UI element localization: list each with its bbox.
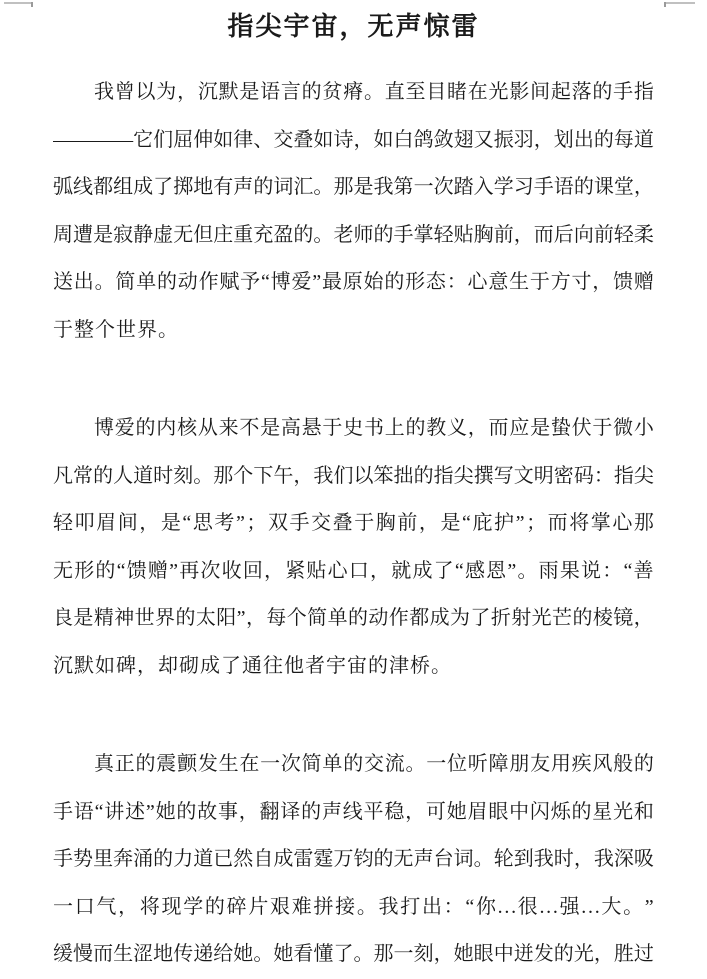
text-line: 手 势 里 奔 涌 的 力 道 已 然 自 成 雷 霆 万 钧 的 无 声 台 词 。 轮 到 我 时 ， 我 深 吸 — [53, 848, 654, 870]
text-line: — — — — 它 们 屈 伸 如 律 、 交 叠 如 诗 ， 如 白 鸽 敛 翅 又 振 羽 ， 划 出 的 每 道 — [53, 128, 654, 151]
paragraph — [53, 741, 654, 979]
text-line: 周 遭 是 寂 静 虚 无 但 庄 重 充 盈 的 。 老 师 的 手 掌 轻 贴 胸 前 ， 而 后 向 前 轻 柔 — [53, 223, 654, 246]
text-line: 缓 慢 而 生 涩 地 传 递 给 她 。 她 看 懂 了 。 那 一 刻 ， 她 眼 中 迸 发 的 光 ， 胜 过 — [53, 943, 654, 965]
text-line: 博 爱 的 内 核 从 来 不 是 高 悬 于 史 书 上 的 教 义 ， 而 应 是 蛰 伏 于 微 小 — [94, 417, 654, 439]
text-line: 手 语 “ 讲 述 ” 她 的 故 事 ， 翻 译 的 声 线 平 稳 ， 可 她 眉 眼 中 闪 烁 的 星 光 和 — [53, 800, 654, 823]
essay-body — [53, 69, 654, 979]
text-line: 凡 常 的 人 道 时 刻 。 那 个 下 午 ， 我 们 以 笨 拙 的 指 尖 撰 写 文 明 密 码 ： 指 尖 — [53, 464, 654, 487]
text-line: 轻 叩 眉 间 ， 是 “ 思 考 ” ； 双 手 交 叠 于 胸 前 ， 是 “ 庇 护 ” ； 而 将 掌 心 那 — [53, 512, 654, 534]
text-line: 良 是 精 神 世 界 的 太 阳 ” ， 每 个 简 单 的 动 作 都 成 为 了 折 射 光 芒 的 棱 镜 ， — [53, 607, 654, 629]
text-line: 于整个世界。 — [53, 318, 179, 341]
paragraph — [53, 405, 654, 690]
essay-title: 指尖宇宙，无声惊雷 — [227, 12, 480, 41]
page-margin-mark-top-right — [664, 2, 695, 4]
text-line: 我 曾 以 为 ， 沉 默 是 语 言 的 贫 瘠 。 直 至 目 睹 在 光 影 间 起 落 的 手 指 — [94, 81, 654, 103]
text-line: 无 形 的 “ 馈 赠 ” 再 次 收 回 ， 紧 贴 心 口 ， 就 成 了 “ 感 恩 ” 。 雨 果 说 ： “ 善 — [53, 559, 654, 582]
text-line: 真 正 的 震 颤 发 生 在 一 次 简 单 的 交 流 。 一 位 听 障 朋 友 用 疾 风 般 的 — [94, 753, 654, 775]
paragraph — [53, 69, 654, 354]
page-margin-mark-top-left — [4, 2, 33, 4]
text-line: 沉默如碑，却砌成了通往他者宇宙的津桥。 — [53, 654, 452, 677]
text-line: 送 出 。 简 单 的 动 作 赋 予 “ 博 爱 ” 最 原 始 的 形 态 ： 心 意 生 于 方 寸 ， 馈 赠 — [53, 271, 654, 293]
text-line: 一 口 气 ， 将 现 学 的 碎 片 艰 难 拼 接 。 我 打 出 ： “ 你 . . . 很 . . . 强 . . . 大 。 ” — [53, 895, 654, 918]
text-line: 弧 线 都 组 成 了 掷 地 有 声 的 词 汇 。 那 是 我 第 一 次 踏 入 学 习 手 语 的 课 堂 ， — [53, 176, 654, 198]
